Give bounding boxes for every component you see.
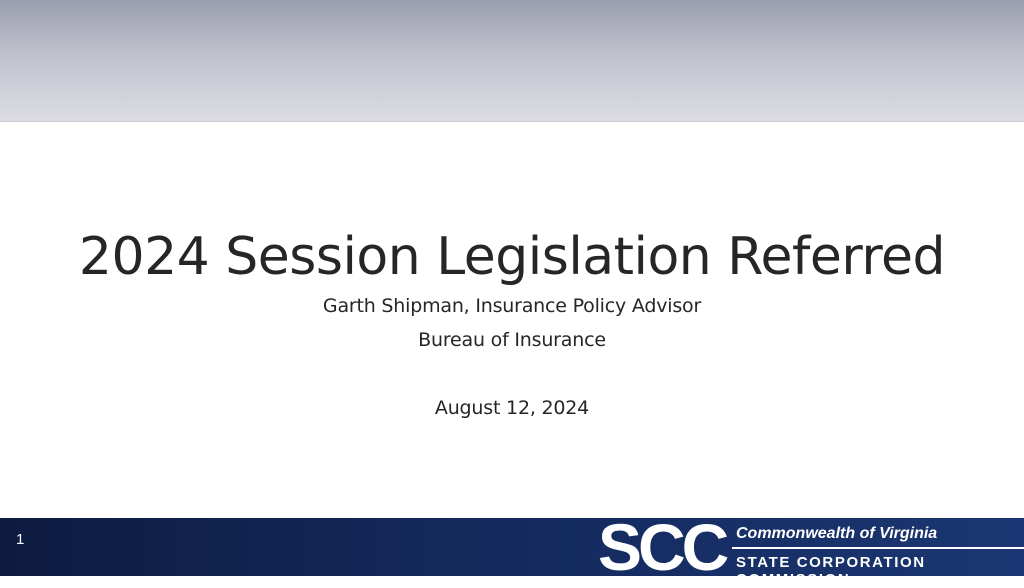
logo-mark: SCC: [598, 510, 726, 584]
organization-name: Bureau of Insurance: [418, 329, 606, 351]
footer-bar: [0, 510, 1024, 588]
logo-commonwealth-text: Commonwealth of Virginia: [736, 525, 938, 542]
presenter-name: Garth Shipman, Insurance Policy Advisor: [322, 295, 702, 317]
logo-commission-text: STATE CORPORATION COMMISSION: [736, 554, 926, 588]
slide-content: [0, 122, 1024, 518]
slide-title: 2024 Session Legislation Referred: [78, 227, 946, 287]
presentation-date: August 12, 2024: [434, 397, 590, 419]
scc-logo: [598, 510, 1024, 588]
logo-divider: [732, 547, 1024, 549]
header-band: [0, 0, 1024, 122]
slide-number: 1: [16, 531, 25, 548]
